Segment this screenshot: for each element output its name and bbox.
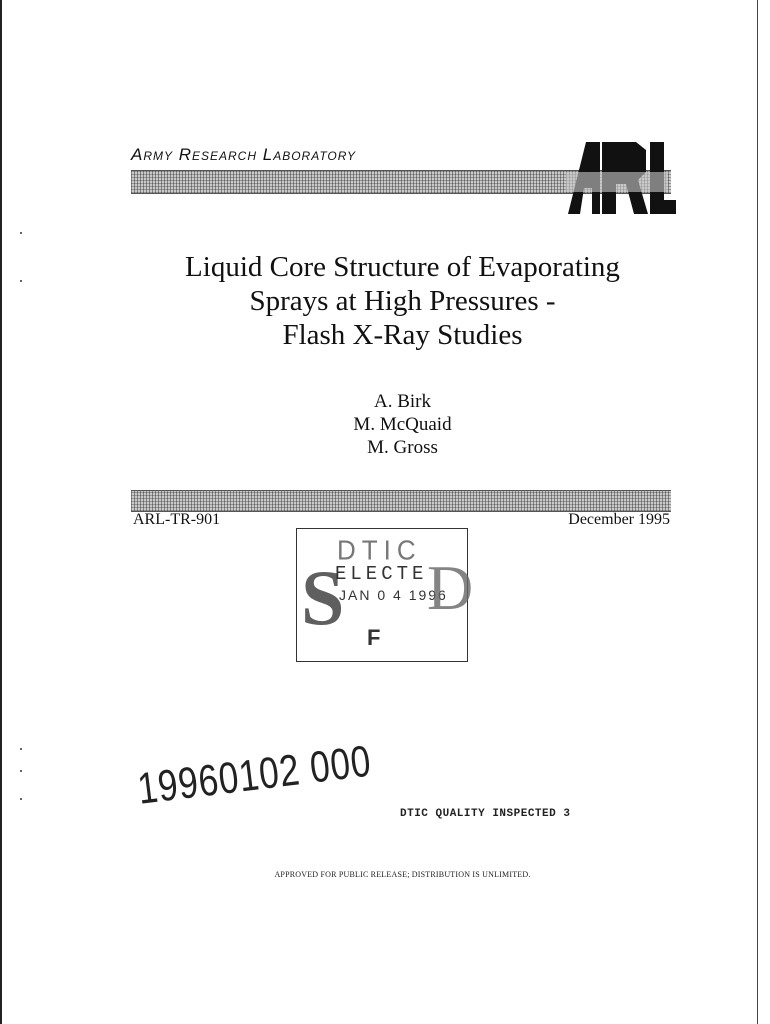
stamp-letter: F	[367, 625, 381, 650]
quality-note: DTIC QUALITY INSPECTED 3	[400, 808, 571, 820]
divider-band	[131, 490, 671, 512]
scan-speck	[20, 770, 22, 772]
title-line: Flash X-Ray Studies	[282, 319, 523, 351]
accession-number: 19960102 000	[134, 736, 374, 814]
stamp-electe-text: ELECTE	[335, 563, 428, 585]
title-line: Liquid Core Structure of Evaporating	[185, 251, 620, 283]
stamp-date: JAN 0 4 1996	[339, 587, 448, 603]
dtic-stamp	[296, 528, 474, 662]
title-line: Sprays at High Pressures -	[249, 285, 556, 317]
author-name: M. McQuaid	[353, 414, 452, 435]
stamp-big-letter: S	[301, 554, 345, 641]
page-right-edge	[757, 0, 758, 1024]
author-list	[130, 390, 675, 459]
report-title	[130, 250, 675, 352]
release-statement: APPROVED FOR PUBLIC RELEASE; DISTRIBUTION IS UNLIMITED.	[274, 870, 531, 879]
page-left-edge	[0, 0, 2, 1024]
scan-speck	[20, 280, 22, 282]
stamp-right-letter: D	[427, 552, 474, 623]
author-name: M. Gross	[367, 437, 438, 458]
scan-speck	[20, 748, 22, 750]
scan-speck	[20, 798, 22, 800]
scan-speck	[20, 232, 22, 234]
report-number: ARL-TR-901	[133, 511, 221, 528]
author-name: A. Birk	[374, 391, 431, 412]
lab-name: Army Research Laboratory	[131, 145, 356, 164]
arl-logo	[566, 132, 676, 214]
stamp-dtic-text: DTIC	[337, 534, 422, 566]
report-date: December 1995	[568, 511, 670, 528]
